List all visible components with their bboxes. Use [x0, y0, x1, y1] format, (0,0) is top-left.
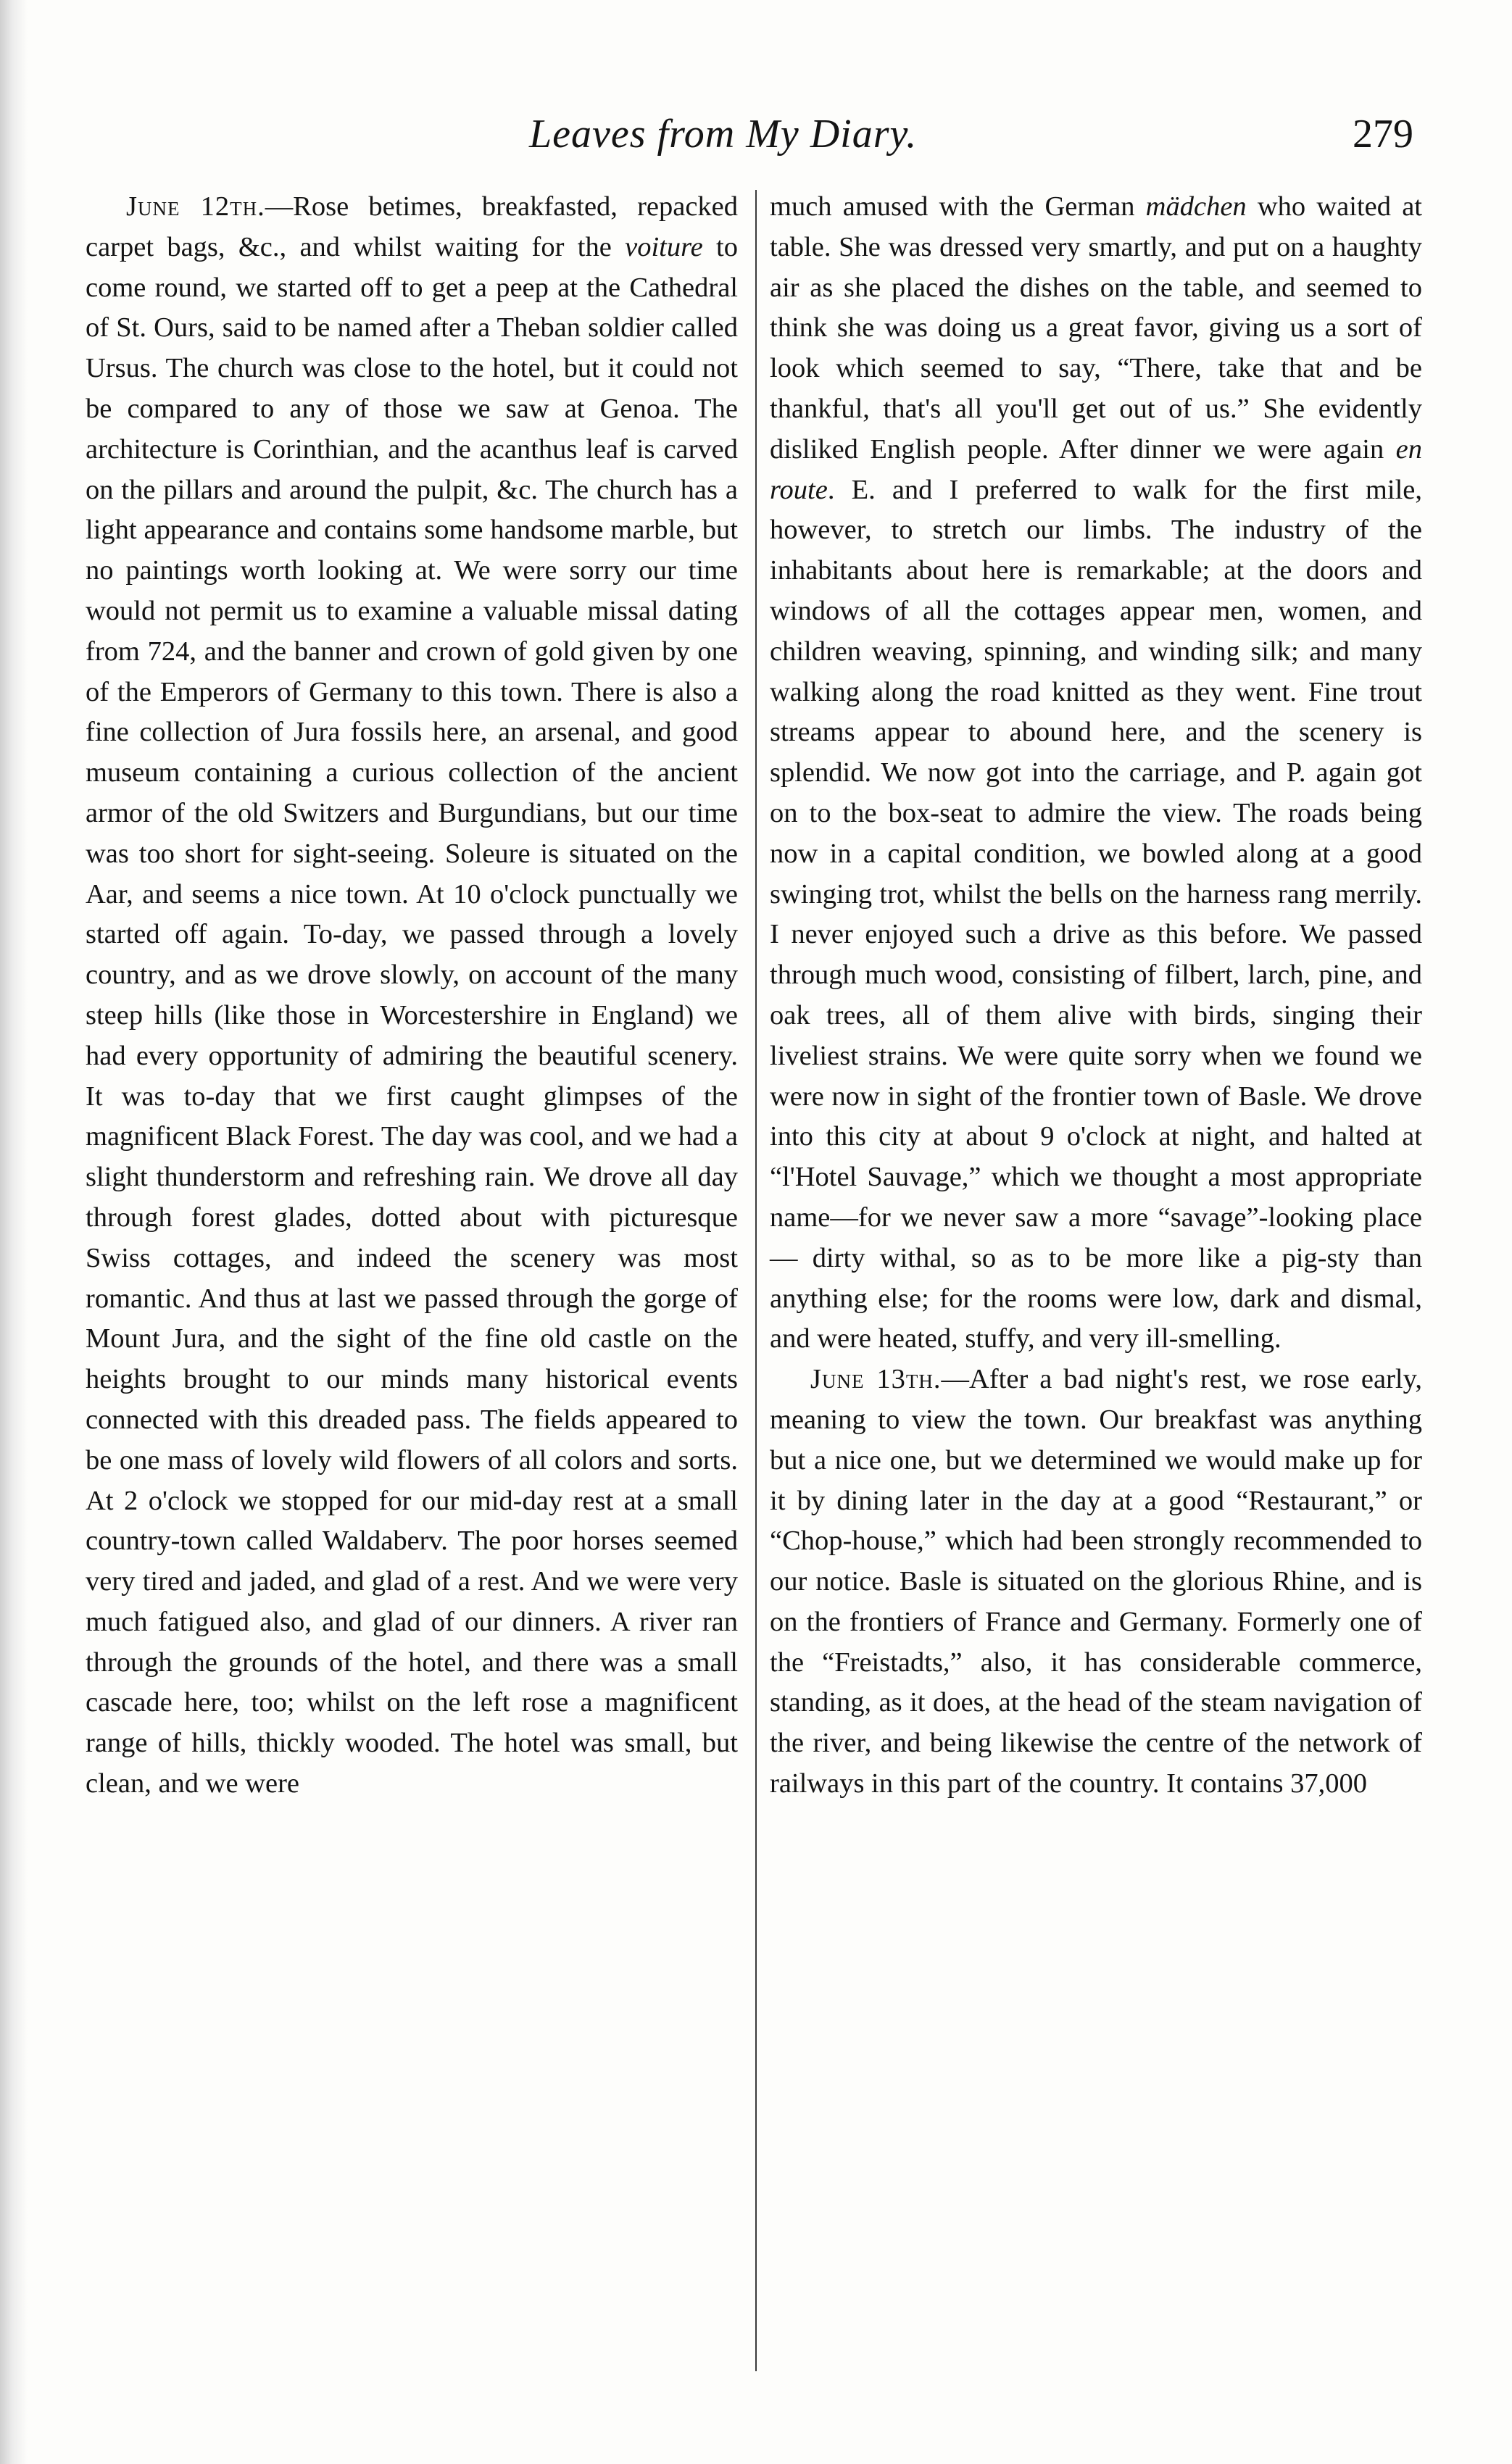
entry-date: June 12th. — [126, 191, 265, 222]
column-rule — [755, 190, 757, 2371]
entry-date: June 13th. — [810, 1364, 942, 1395]
page-number: 279 — [1353, 112, 1413, 157]
italic-term: voiture — [625, 231, 703, 262]
paragraph-continued — [770, 187, 1422, 1360]
paragraph-text: —After a bad night's rest, we rose early, meaning to view the town. Our breakfast was anything but a nice one, but we determined we would make up for it by dining later in the day at a good “Restaurant,” or “Chop-house,” which had been strongly recommended to our notice. Basle is situated on the glorious Rhine, and is on the frontiers of France and Germany. Formerly one of the “Freistadts,” also, it has considerable commerce, standing, as it does, at the head of the steam navigation of the river, and being likewise the centre of the network of railways in this part of the country. It contains 37,000 — [770, 1364, 1422, 1799]
paragraph-june-13 — [770, 1360, 1422, 1805]
page-edge-shadow — [0, 0, 28, 2464]
paragraph-text: —Rose betimes, breakfasted, repacked carpet bags, &c., and whilst waiting for the — [86, 191, 738, 262]
running-head: Leaves from My Diary. — [529, 112, 918, 157]
italic-term: en route — [770, 433, 1422, 505]
paragraph-text: . E. and I preferred to walk for the first mile, however, to stretch our limbs. The industry of the inhabitants about here is remarkable; at the doors and windows of all the cottages appear men, women, and children weaving, spinning, and winding silk; and many walking along the road knitted as they went. Fine trout streams appear to abound here, and the scenery is splendid. We now got into the carriage, and P. again got on to the box-seat to admire the view. The roads being now in a capital condition, we bowled along at a good swinging trot, whilst the bells on the harness rang merrily. I never enjoyed such a drive as this before. We passed through much wood, consisting of filbert, larch, pine, and oak trees, all of them alive with birds, singing their liveliest strains. We were quite sorry when we found we were now in sight of the frontier town of Basle. We drove into this city at about 9 o'clock at night, and halted at “l'Hotel Sauvage,” which we thought a most appropriate name—for we never saw a more “savage”-looking place — dirty withal, so as to be more like a pig-sty than anything else; for the rooms were low, dark and dismal, and were heated, stuffy, and very ill-smelling. — [770, 474, 1422, 1354]
page-header — [94, 109, 1428, 174]
paragraph-text: to come round, we started off to get a peep at the Cathedral of St. Ours, said to be named after a Theban soldier called Ursus. The church was close to the hotel, but it could not be compared to any of those we saw at Genoa. The architecture is Corinthian, and the acanthus leaf is carved on the pillars and around the pulpit, &c. The church has a light appearance and contains some handsome marble, but no paintings worth looking at. We were sorry our time would not permit us to examine a valuable missal dating from 724, and the banner and crown of gold given by one of the Emperors of Germany to this town. There is also a fine collection of Jura fossils here, an arsenal, and good museum containing a curious collection of the ancient armor of the old Switzers and Burgundians, but our time was too short for sight-seeing. Soleure is situated on the Aar, and seems a nice town. At 10 o'clock punctually we started off again. To-day, we passed through a lovely country, and as we drove slowly, on account of the many steep hills (like those in Worcestershire in England) we had every opportunity of admiring the beautiful scenery. It was to-day that we first caught glimpses of the magnificent Black Forest. The day was cool, and we had a slight thunderstorm and refreshing rain. We drove all day through forest glades, dotted about with picturesque Swiss cottages, and indeed the scenery was most romantic. And thus at last we passed through the gorge of Mount Jura, and the sight of the fine old castle on the heights brought to our minds many historical events connected with this dreaded pass. The fields appeared to be one mass of lovely wild flowers of all colors and sorts. At 2 o'clock we stopped for our mid-day rest at a small country-town called Waldaberv. The poor horses seemed very tired and jaded, and glad of a rest. And we were very much fatigued also, and glad of our dinners. A river ran through the grounds of the hotel, and there was a small cascade here, too; whilst on the left rose a magnificent range of hills, thickly wooded. The hotel was small, but clean, and we were — [86, 231, 738, 1799]
right-column — [770, 187, 1422, 1805]
paragraph-text: who waited at table. She was dressed very smartly, and put on a haughty air as she placed the dishes on the table, and seemed to think she was doing us a great favor, giving us a sort of look which seemed to say, “There, take that and be thankful, that's all you'll get out of us.” She evidently disliked English people. After dinner we were again — [770, 191, 1422, 465]
paragraph-text: much amused with the German — [770, 191, 1146, 222]
paragraph-june-12 — [86, 187, 738, 1805]
italic-term: mädchen — [1145, 191, 1247, 222]
left-column — [86, 187, 738, 1805]
